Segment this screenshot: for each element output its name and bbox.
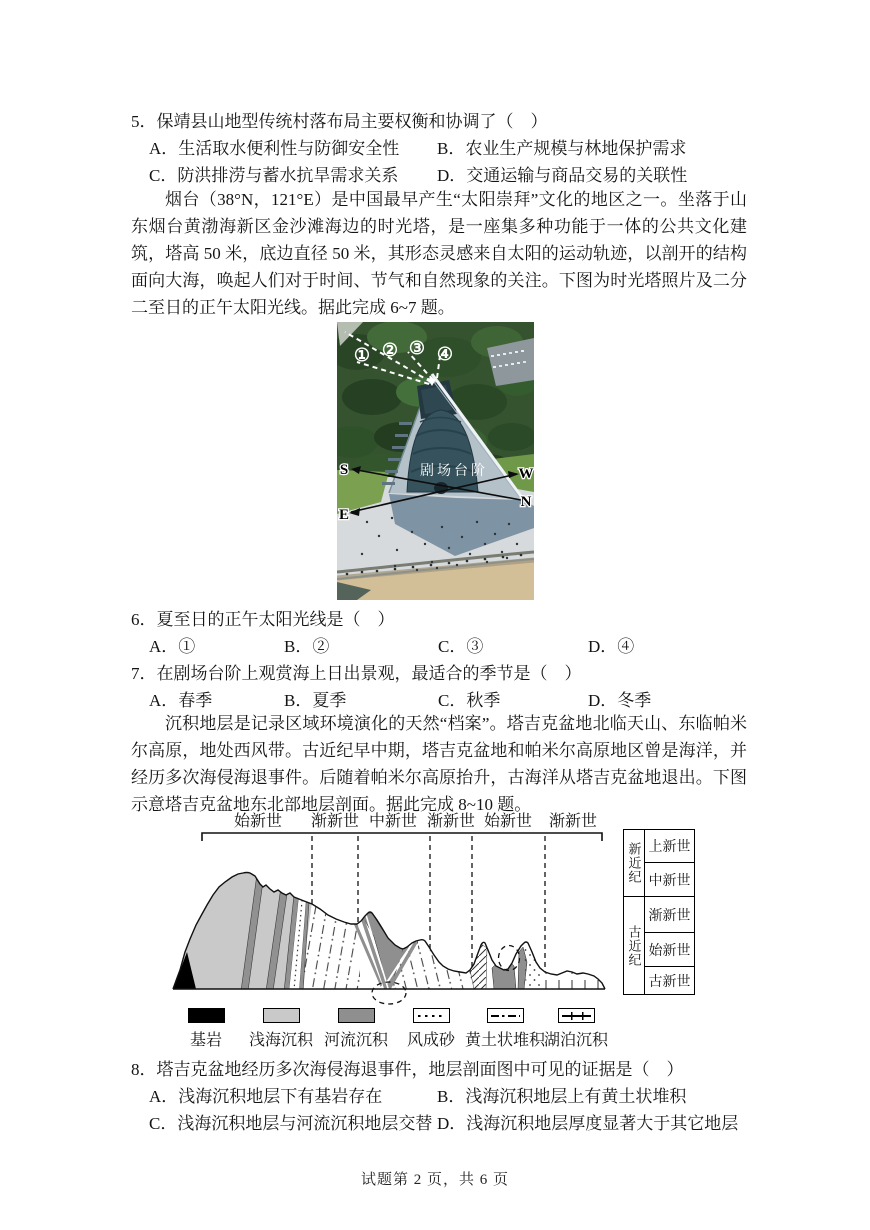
question-5-number: 5．: [131, 112, 157, 131]
q8-option-b: B．浅海沉积地层上有黄土状堆积: [437, 1087, 687, 1106]
passage-yantai: 烟台（38°N，121°E）是中国最早产生“太阳崇拜”文化的地区之一。坐落于山东烟台黄渤海新区金沙滩海边的时光塔，是一座集多种功能于一体的公共文化建筑，塔高 50 米，底边直径 50 米，其形态灵感来自太阳的运动轨迹，以剖开的结构面向大海，唤起人们对于时间、节气和自然现象的关注。下图为时光塔照片及二分二至日的正午太阳光线。据此完成 6~7 题。: [131, 190, 747, 317]
lacustrine-swatch: [558, 1008, 595, 1023]
theater-steps-label: 剧场台阶: [420, 464, 488, 479]
era-column: [624, 830, 645, 994]
epoch-eocene: 始新世: [645, 932, 694, 966]
epoch-bracket: [202, 833, 602, 841]
compass-west-label: W: [518, 466, 534, 482]
era-epoch-table: [623, 829, 695, 995]
legend-label: 风成砂: [406, 1032, 455, 1049]
epoch-label-6: 渐新世: [548, 813, 597, 830]
question-8-number: 8．: [131, 1060, 157, 1079]
legend-label: 黄土状堆积: [464, 1032, 545, 1049]
q6-option-b: B．②: [284, 637, 330, 656]
compass-east-label: E: [338, 507, 350, 523]
q7-option-b: B．夏季: [284, 691, 347, 710]
q8-option-a: A．浅海沉积地层下有基岩存在: [149, 1087, 383, 1106]
ray-label-4: ④: [436, 344, 454, 364]
q5-option-d: D．交通运输与商品交易的关联性: [437, 166, 688, 185]
legend-label: 基岩: [189, 1032, 222, 1049]
q7-option-a: A．春季: [149, 691, 213, 710]
legend-label: 湖泊沉积: [543, 1032, 608, 1049]
q8-option-d: D．浅海沉积地层厚度显著大于其它地层: [437, 1114, 739, 1133]
time-tower-photo: [337, 322, 534, 600]
page-footer: 试题第 2 页，共 6 页: [360, 1172, 509, 1188]
epoch-label-4: 渐新世: [426, 813, 475, 830]
legend-item-lacustrine: [521, 1008, 631, 1050]
epoch-miocene: 中新世: [645, 862, 694, 896]
question-7-text: 7．在剧场台阶上观赏海上日出景观，最适合的季节是（ ）: [131, 664, 582, 683]
question-8-text: 8．塔吉克盆地经历多次海侵海退事件，地层剖面图中可见的证据是（ ）: [131, 1060, 684, 1079]
ray-label-1: ①: [353, 345, 371, 365]
q5-option-c: C．防洪排涝与蓄水抗旱需求关系: [149, 166, 399, 185]
ray-label-3: ③: [408, 338, 426, 358]
question-5-block: [131, 108, 747, 189]
epoch-pliocene: 上新世: [648, 840, 691, 855]
time-tower-photo-svg: [337, 322, 534, 600]
q5-options-row-1: [131, 135, 747, 162]
question-6-text: 6．夏至日的正午太阳光线是（ ）: [131, 610, 395, 629]
era-neogene: 新近纪: [626, 842, 642, 884]
bedrock-swatch: [188, 1008, 225, 1023]
q5-option-b: B．农业生产规模与林地保护需求: [437, 139, 687, 158]
q8-options-row-1: [131, 1083, 747, 1110]
q8-options-row-2: [131, 1110, 747, 1137]
q5-options-row-2: [131, 162, 747, 189]
legend-label: 河流沉积: [323, 1032, 388, 1049]
ray-label-2: ②: [381, 340, 399, 360]
shallow-marine-swatch: [263, 1008, 300, 1023]
q6-option-a: A．①: [149, 637, 196, 656]
q5-option-a: A．生活取水便利性与防御安全性: [149, 139, 400, 158]
question-7-number: 7．: [131, 664, 157, 683]
question-5-text: 5．保靖县山地型传统村落布局主要权衡和协调了（ ）: [131, 112, 548, 131]
epoch-oligocene: 渐新世: [645, 896, 694, 932]
stratigraphic-figure: [150, 802, 800, 1057]
epoch-label-5: 始新世: [483, 813, 532, 830]
question-6-number: 6．: [131, 610, 157, 629]
epoch-label-3: 中新世: [368, 813, 417, 830]
question-8-block: [131, 1056, 747, 1137]
q7-option-d: D．冬季: [588, 691, 652, 710]
question-6-7-block: [131, 606, 747, 714]
q6-option-d: D．④: [588, 637, 635, 656]
q6-option-c: C．③: [438, 637, 484, 656]
epoch-paleocene: 古新世: [645, 966, 694, 994]
passage-tajik-basin: 沉积地层是记录区域环境演化的天然“档案”。塔吉克盆地北临天山、东临帕米尔高原，地处西风带。古近纪早中期，塔吉克盆地和帕米尔高原地区曾是海洋，并经历多次海侵海退事件。后随着帕米尔高原抬升，古海洋从塔吉克盆地退出。下图示意塔吉克盆地东北部地层剖面。据此完成 8~10 题。: [131, 714, 747, 814]
compass-south-label: S: [339, 462, 349, 478]
legend-label: 浅海沉积: [248, 1032, 313, 1049]
q8-option-c: C．浅海沉积地层与河流沉积地层交替: [149, 1114, 433, 1133]
loess-swatch: [487, 1008, 524, 1023]
q7-option-c: C．秋季: [438, 691, 501, 710]
fluvial-swatch: [338, 1008, 375, 1023]
epoch-label-1: 始新世: [233, 813, 282, 830]
q6-options-row: [131, 633, 747, 660]
aeolian-sand-swatch: [413, 1008, 450, 1023]
epoch-column: [645, 830, 694, 994]
era-paleogene: 古近纪: [624, 896, 644, 994]
compass-north-label: N: [520, 494, 532, 510]
epoch-label-2: 渐新世: [310, 813, 359, 830]
